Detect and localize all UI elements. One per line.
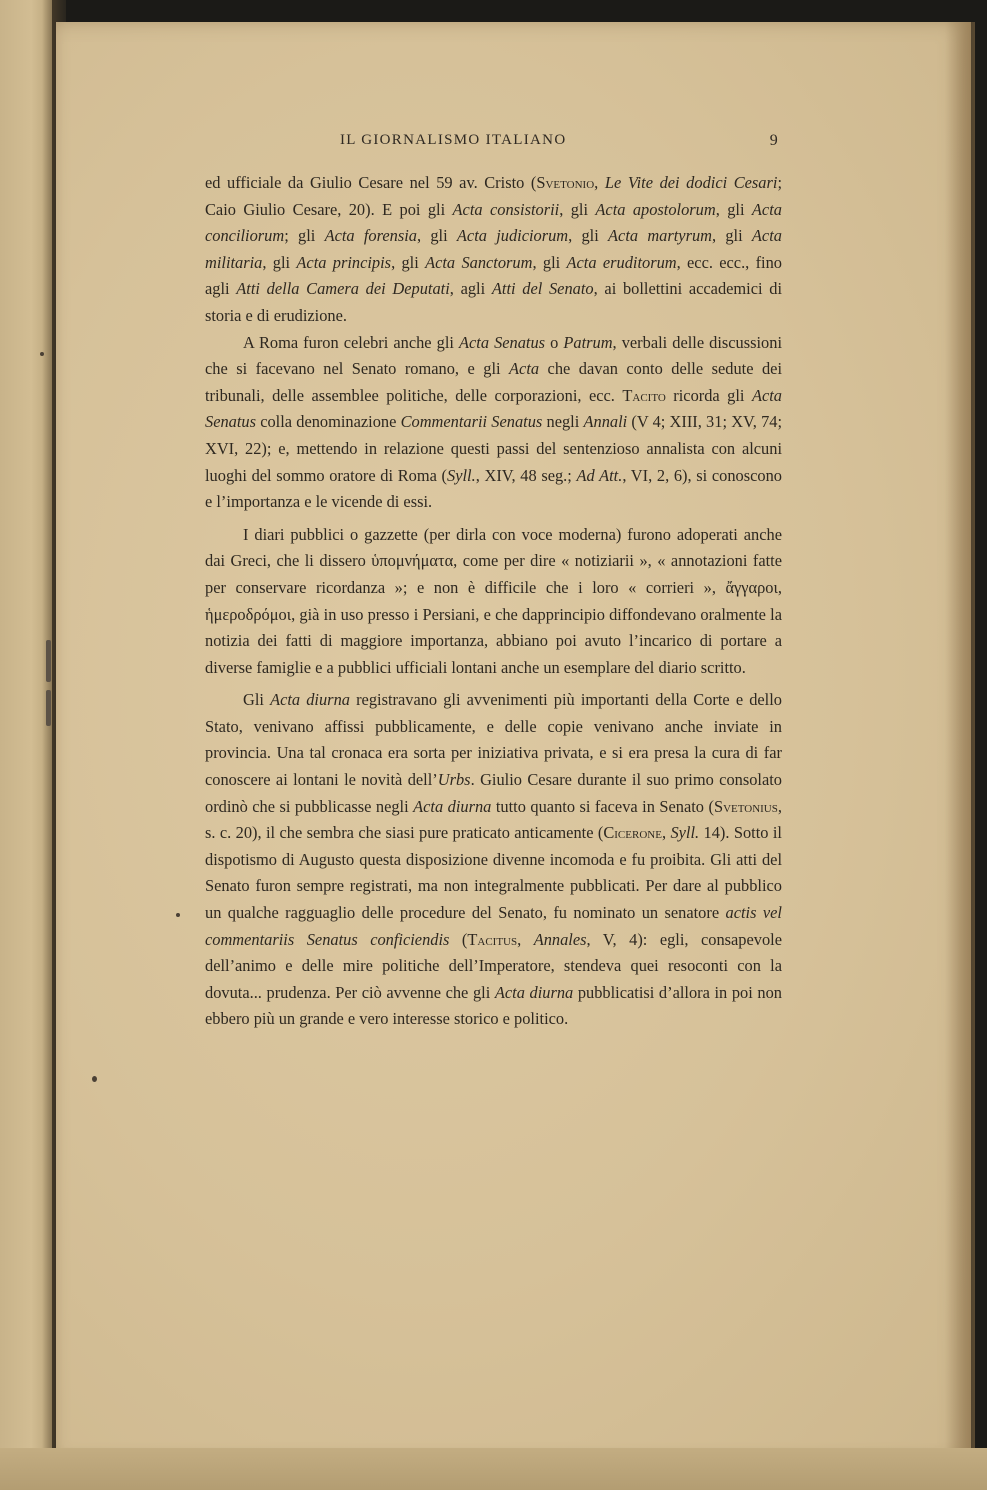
ink-speck xyxy=(40,352,44,356)
body-text xyxy=(205,170,782,1033)
page-edge-shadow xyxy=(945,22,975,1467)
ink-speck xyxy=(176,913,180,917)
running-header xyxy=(205,132,783,156)
running-title: IL GIORNALISMO ITALIANO xyxy=(340,132,567,148)
page-bottom-edge xyxy=(0,1448,987,1490)
paragraph-1: ed ufficiale da Giulio Cesare nel 59 av. Cristo (Svetonio, Le Vite dei dodici Cesari; Caio Giulio Cesare, 20). E poi gli Acta consistorii, gli Acta apostolorum, gli Acta conciliorum; gli Acta forensia, gli Acta judiciorum, gli Acta martyrum, gli Acta militaria, gli Acta principis, gli Acta Sanctorum, gli Acta eruditorum, ecc. ecc., fino agli Atti della Camera dei Deputati, agli Atti del Senato, ai bollettini accademici di storia e di erudizione. xyxy=(205,173,783,325)
paragraph-4: Gli Acta diurna registravano gli avvenimenti più importanti della Corte e dello Stato, venivano affissi pubblicamente, e delle copie venivano anche inviate in provincia. Una tal cronaca era sorta per iniziativa privata, e si era presa la cura di far conoscere ai lontani le novità dell’Urbs. Giulio Cesare durante il suo primo consolato ordinò che si pubblicasse negli Acta diurna tutto quanto si faceva in Senato (Svetonius, s. c. 20), il che sembra che siasi pure praticato anticamente (Cicerone, Syll. 14). Sotto il dispotismo di Augusto questa disposizione divenne incomoda e fu proibita. Gli atti del Senato furon sempre registrati, ma non integralmente pubblicati. Per dare al pubblico un qualche ragguaglio delle procedure del Senato, fu nominato un senatore actis vel commentariis Senatus conficiendis (Tacitus, Annales, V, 4): egli, consapevole dell’animo e delle mire politiche dell’Imperatore, stendeva quei resoconti con la dovuta... prudenza. Per ciò avvenne che gli Acta diurna pubblicatisi d’allora in poi non ebbero più un grande e vero interesse storico e politico. xyxy=(205,690,782,1029)
ink-speck xyxy=(92,1076,97,1082)
binding-staple-top xyxy=(46,640,51,682)
binding-staple-bottom xyxy=(46,690,51,726)
paragraph-3: I diari pubblici o gazzette (per dirla con voce moderna) furono adoperati anche dai Greci, che li dissero ὑπομνήματα, come per dire « notiziarii », « annotazioni fatte per conservare ricordanza »; e non è difficile che i loro « corrieri », ἄγγαροι, ἡμεροδρόμοι, già in uso presso i Persiani, e che dapprincipio diffondevano oralmente la notizia dei fatti di maggiore importanza, abbiano poi avuto l’incarico di portare a diverse famiglie e a pubblici ufficiali lontani anche un esemplare del diario scritto. xyxy=(205,524,782,677)
page-number: 9 xyxy=(769,132,779,149)
paragraph-2: A Roma furon celebri anche gli Acta Senatus o Patrum, verbali delle discussioni che si facevano nel Senato romano, e gli Acta che davan conto delle sedute dei tribunali, delle assemblee politiche, delle corporazioni, ecc. Tacito ricorda gli Acta Senatus colla denominazione Commentarii Senatus negli Annali (V 4; XIII, 31; XV, 74; XVI, 22); e, mettendo in relazione questi passi del sentenzioso annalista con alcuni luoghi del sommo oratore di Roma (Syll., XIV, 48 seg.; Ad Att., VI, 2, 6), si conoscono e l’importanza e le vicende di essi. xyxy=(205,332,783,512)
